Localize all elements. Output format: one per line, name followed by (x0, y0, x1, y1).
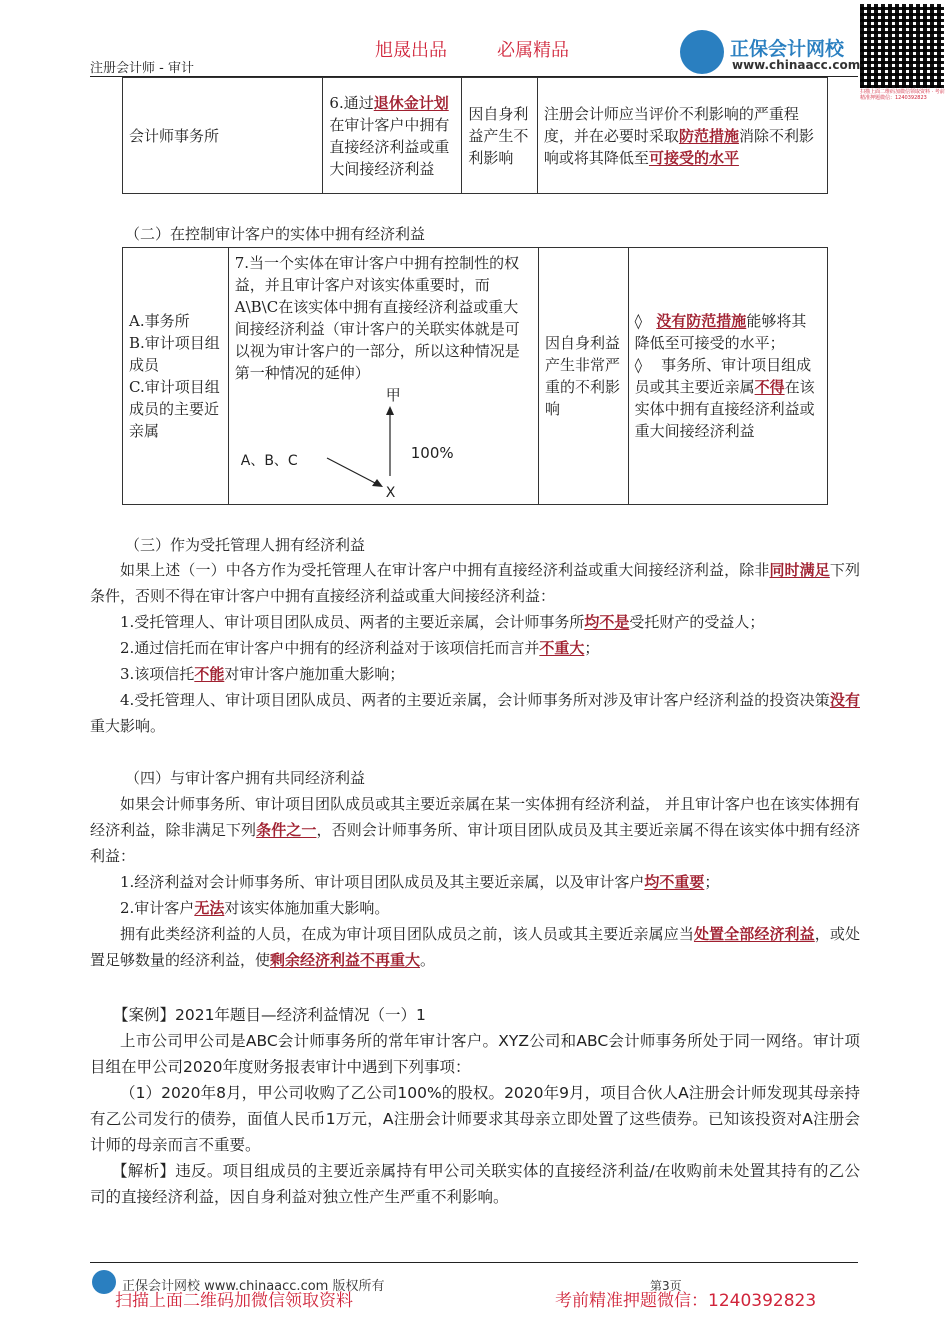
section-3-intro: 如果上述（一）中各方作为受托管理人在审计客户中拥有直接经济利益或重大间接经济利益，除非同时满足下列条件，否则不得在审计客户中拥有直接经济利益或重大间接经济利益： (90, 561, 860, 605)
case-paragraph-2: （1）2020年8月，甲公司收购了乙公司100%的股权。2020年9月，项目合伙人A注册会计师发现其母亲持有乙公司发行的债券，面值人民币1万元，A注册会计师要求其母亲立即处置了这些债券。已知该投资对A注册会计师的母亲而言不重要。 (90, 1084, 860, 1154)
section-3-item-1: 1.受托管理人、审计项目团队成员、两者的主要近亲属，会计师事务所均不是受托财产的受益人； (120, 613, 765, 631)
table2-parties-cell: A.事务所 B.审计项目组成员 C.审计项目组成员的主要近亲属 (123, 248, 229, 505)
brand-name: 正保会计网校 (730, 38, 845, 60)
bullet-diamond-icon: ◊ (634, 312, 642, 330)
case-title: 【案例】2021年题目—经济利益情况（一）1 (113, 1006, 426, 1024)
table-controlling-entity (122, 247, 828, 505)
table1-threat-cell: 因自身利益产生不利影响 (462, 78, 538, 194)
brand-logo-icon (680, 30, 724, 74)
slogan-1: 旭晟出品 (375, 40, 447, 61)
footer-logo-icon (92, 1270, 116, 1294)
qr-note: 扫描上面二维码加微信领取资料 · 考前精准押题微信：1240392823 (860, 89, 945, 101)
section-4-title: （四）与审计客户拥有共同经济利益 (125, 769, 366, 787)
case-paragraph-1: 上市公司甲公司是ABC会计师事务所的常年审计客户。XYZ公司和ABC会计师事务所处于同一网络。审计项目组在甲公司2020年度财务报表审计中遇到下列事项： (90, 1032, 860, 1076)
section-2-title: （二）在控制审计客户的实体中拥有经济利益 (125, 225, 426, 243)
section-4-intro: 如果会计师事务所、审计项目团队成员或其主要近亲属在某一实体拥有经济利益， 并且审计客户也在该实体拥有经济利益，除非满足下列条件之一，否则会计师事务所、审计项目团队成员及其主要近亲属不得在该实体中拥有经济利益： (90, 795, 860, 865)
section-3-item-2: 2.通过信托而在审计客户中拥有的经济利益对于该项信托而言并不重大； (120, 639, 600, 657)
footer-promo-left: 扫描上面二维码加微信领取资料 (115, 1291, 353, 1311)
footer-promo-right: 考前精准押题微信：1240392823 (555, 1291, 817, 1311)
diagram-parent-label: 甲 (385, 386, 401, 404)
table-self-interest-retirement (122, 77, 828, 194)
ownership-diagram (235, 384, 532, 500)
footer-divider (90, 1262, 858, 1263)
qr-code-icon[interactable] (860, 4, 944, 88)
footer-copyright: 正保会计网校 www.chinaacc.com 版权所有 (122, 1279, 385, 1294)
table2-situation-text: 7.当一个实体在审计客户中拥有控制性的权益，并且审计客户对该实体重要时，而A\B\C在该实体中拥有直接经济利益或重大间接经济利益（审计客户的关联实体就是可以视为审计客户的一部分，所以这种情况是第一种情况的延伸） (234, 254, 520, 382)
diagram-parties-label: A、B、C (240, 453, 298, 469)
bullet-diamond-icon: ◊ (634, 356, 642, 374)
section-3-item-3: 3.该项信托不能对审计客户施加重大影响； (120, 665, 405, 683)
table2-threat-cell: 因自身利益产生非常严重的不利影响 (538, 248, 628, 505)
section-3-title: （三）作为受托管理人拥有经济利益 (125, 536, 366, 554)
table2-situation-cell (228, 248, 538, 505)
section-4-item-2: 2.审计客户无法对该实体施加重大影响。 (120, 899, 390, 917)
brand-url: www.chinaacc.com (732, 58, 861, 72)
table1-entity-cell: 会计师事务所 (123, 78, 323, 194)
table1-safeguard-cell: 注册会计师应当评价不利影响的严重程度，并在必要时采取防范措施消除不利影响或将其降低至可接受的水平 (537, 78, 827, 194)
slogan-2: 必属精品 (497, 40, 569, 61)
case-analysis (90, 1158, 860, 1210)
page-number: 第3页 (650, 1279, 682, 1293)
analysis-label: 【解析】 (112, 1162, 176, 1180)
table2-safeguard-cell: ◊ 没有防范措施能够将其降低至可接受的水平； ◊ 事务所、审计项目组成员或其主要近亲属不得在该实体中拥有直接经济利益或重大间接经济利益 (628, 248, 827, 505)
analysis-text: 违反。项目组成员的主要近亲属持有甲公司关联实体的直接经济利益/在收购前未处置其持有的乙公司的直接经济利益，因自身利益对独立性产生严重不利影响。 (90, 1162, 860, 1206)
diagram-percent-label: 100% (410, 444, 454, 462)
doc-subject-title: 注册会计师 - 审计 (90, 61, 194, 76)
section-3-item-4: 4.受托管理人、审计项目团队成员、两者的主要近亲属，会计师事务所对涉及审计客户经济利益的投资决策没有重大影响。 (90, 691, 860, 735)
section-4-closing: 拥有此类经济利益的人员，在成为审计项目团队成员之前，该人员或其主要近亲属应当处置全部经济利益，或处置足够数量的经济利益，使剩余经济利益不再重大。 (90, 925, 860, 969)
diagram-entity-label: X (385, 485, 396, 501)
table1-situation-cell: 6.通过退休金计划在审计客户中拥有直接经济利益或重大间接经济利益 (323, 78, 462, 194)
diagram-arrows (235, 384, 525, 500)
section-4-item-1: 1.经济利益对会计师事务所、审计项目团队成员及其主要近亲属，以及审计客户均不重要； (120, 873, 720, 891)
